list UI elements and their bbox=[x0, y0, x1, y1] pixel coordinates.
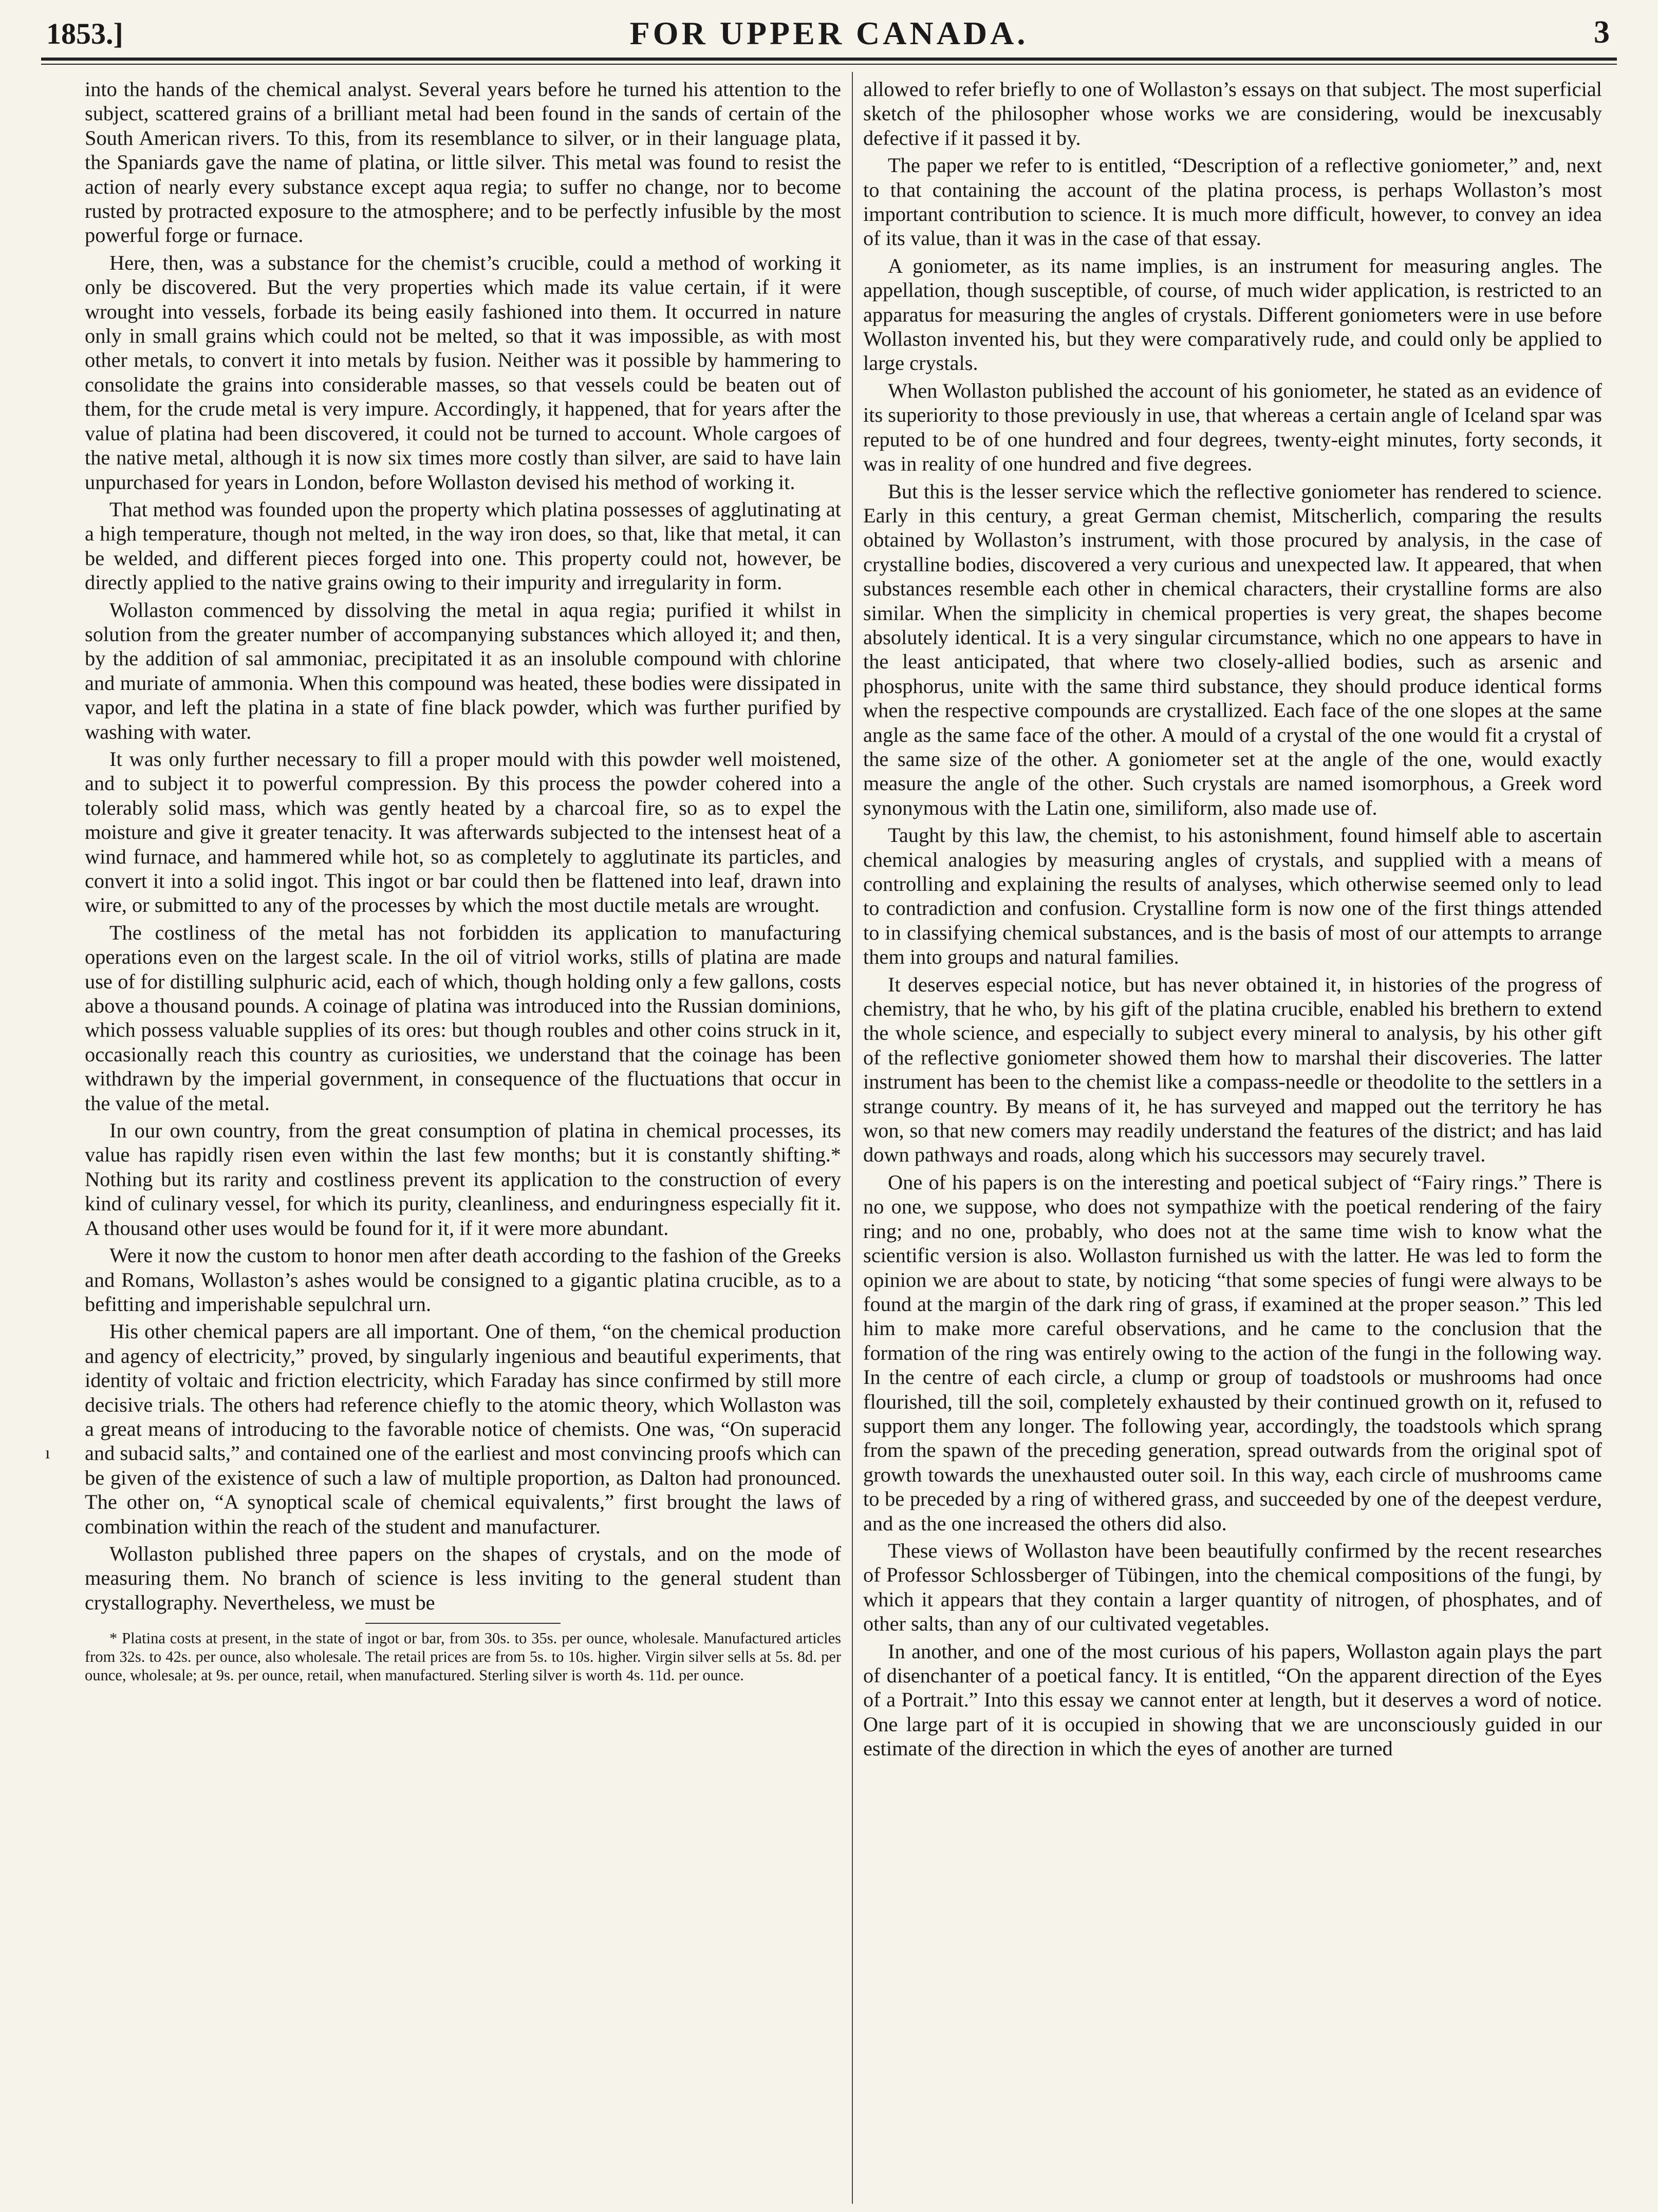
paragraph: His other chemical papers are all important. One of them, “on the chemical production and agency of electricity,” proved, by singularly ingenious and beautiful experiments, that identity of voltaic and friction electricity, which Faraday has since confirmed by still more decisive trials. The others had reference chiefly to the atomic theory, which Wollaston was a great means of introducing to the favorable notice of chemists. One was, “On superacid and subacid salts,” and contained one of the earliest and most convincing proofs which can be given of the existence of such a law of multiple proportion, as Dalton had pronounced. The other on, “A synoptical scale of chemical equivalents,” first brought the laws of combination within the reach of the student and manufacturer. bbox=[85, 1320, 841, 1538]
header-rule-thin bbox=[41, 64, 1617, 65]
paragraph: These views of Wollaston have been beautifully confirmed by the recent researches of Professor Schlossberger of Tübingen, into the chemical compositions of the fungi, by which it appears that they contain a larger quantity of nitrogen, of phosphates, and of other salts, than any of our cultivated vegetables. bbox=[863, 1539, 1602, 1636]
paragraph: One of his papers is on the interesting and poetical subject of “Fairy rings.” There is no one, we suppose, who does not sympathize with the poetical rendering of the fairy ring; and no one, probably, who does not at the same time wish to know what the scientific version is also. Wollaston furnished us with the latter. He was led to form the opinion we are about to state, by noticing “that some species of fungi were always to be found at the margin of the dark ring of grass, if examined at the proper season.” This led him to make more careful observations, and he came to the conclusion that the formation of the ring was entirely owing to the action of the fungi in the following way. In the centre of each circle, a clump or group of toadstools or mushrooms had once flourished, till the soil, completely exhausted by their continued growth on it, refused to support them any longer. The following year, accordingly, the toadstools which sprang from the spawn of the preceding generation, spread outwards from the original spot of growth towards the unexhausted outer soil. In this way, each circle of mushrooms came to be preceded by a ring of withered grass, and succeeded by one of the deepest verdure, and as the one increased the others did also. bbox=[863, 1170, 1602, 1535]
page-number: 3 bbox=[1594, 15, 1610, 50]
paragraph: It was only further necessary to fill a proper mould with this powder well moistened, and to subject it to powerful compression. By this process the powder cohered into a tolerably solid mass, which was gently heated by a charcoal fire, so as to expel the moisture and give it greater tenacity. It was afterwards subjected to the intensest heat of a wind furnace, and hammered while hot, so as completely to agglutinate its particles, and convert it into a solid ingot. This ingot or bar could then be flattened into leaf, drawn into wire, or submitted to any of the processes by which the most ductile metals are wrought. bbox=[85, 747, 841, 917]
paragraph: In our own country, from the great consumption of platina in chemical processes, its value has rapidly risen even within the last few months; but it is constantly shifting.* Nothing but its rarity and costliness prevent its application to the construction of every kind of culinary vessel, for which its purity, cleanliness, and enduringness especially fit it. A thousand other uses would be found for it, if it were more abundant. bbox=[85, 1119, 841, 1240]
paragraph: allowed to refer briefly to one of Wollaston’s essays on that subject. The most superficial sketch of the philosopher whose works we are considering, would be inexcusably defective if it passed it by. bbox=[863, 78, 1602, 149]
margin-mark: ı bbox=[45, 1444, 50, 1463]
left-column bbox=[85, 77, 841, 2194]
header-rule-thick bbox=[41, 58, 1617, 61]
right-column bbox=[863, 77, 1602, 2194]
paragraph: It deserves especial notice, but has never obtained it, in histories of the progress of chemistry, that he who, by his gift of the platina crucible, enabled his brethern to extend the whole science, and especially to subject every mineral to analysis, by his other gift of the reflective goniometer showed them how to marshal their discoveries. The latter instrument has been to the chemist like a compass-needle or theodolite to the settlers in a strange country. By means of it, he has surveyed and mapped out the territory he has won, so that new comers may readily understand the features of the district; and has laid down pathways and roads, along which his successors may securely travel. bbox=[863, 972, 1602, 1167]
paragraph: Wollaston commenced by dissolving the metal in aqua regia; purified it whilst in solution from the greater number of accompanying substances which alloyed it; and then, by the addition of sal ammoniac, precipitated it as an insoluble compound with chlorine and muriate of ammonia. When this compound was heated, these bodies were dissipated in vapor, and left the platina in a state of fine black powder, which was further purified by washing with water. bbox=[85, 598, 841, 743]
paragraph: A goniometer, as its name implies, is an instrument for measuring angles. The appellation, though susceptible, of course, of much wider application, is restricted to an apparatus for measuring the angles of crystals. Different goniometers were in use before Wollaston invented his, but they were comparatively rude, and could only be applied to large crystals. bbox=[863, 254, 1602, 375]
paragraph: Wollaston published three papers on the shapes of crystals, and on the mode of measuring them. No branch of science is less inviting to the general student than crystallography. Nevertheless, we must be bbox=[85, 1542, 841, 1614]
footnote: * Platina costs at present, in the state of ingot or bar, from 30s. to 35s. per ounce, wholesale. Manufactured articles from 32s. to 42s. per ounce, also wholesale. The retail prices are from 5s. to 10s. higher. Virgin silver sells at 5s. 8d. per ounce, wholesale; at 9s. per ounce, retail, when manufactured. Sterling silver is worth 4s. 11d. per ounce. bbox=[85, 1629, 841, 1684]
running-title: FOR UPPER CANADA. bbox=[629, 15, 1029, 51]
paragraph: In another, and one of the most curious of his papers, Wollaston again plays the part of disenchanter of a poetical fancy. It is entitled, “On the apparent direction of the Eyes of a Portrait.” Into this essay we cannot enter at length, but it deserves a word of notice. One large part of it is occupied in showing that we are unconsciously guided in our estimate of the direction in which the eyes of another are turned bbox=[863, 1639, 1602, 1760]
paragraph: Were it now the custom to honor men after death according to the fashion of the Greeks and Romans, Wollaston’s ashes would be consigned to a gigantic platina crucible, as to a befitting and imperishable sepulchral urn. bbox=[85, 1244, 841, 1316]
paragraph: But this is the lesser service which the reflective goniometer has rendered to science. Early in this century, a great German chemist, Mitscherlich, comparing the results obtained by Wollaston’s instrument, with those procured by analysis, in the case of crystalline bodies, discovered a very curious and unexpected law. It appeared, that when substances resemble each other in chemical characters, their crystalline forms are also similar. When the simplicity in chemical properties is very great, the shapes become absolutely identical. It is a very singular circumstance, which no one appears to have in the least anticipated, that where two closely-allied bodies, such as arsenic and phosphorus, unite with the same third substance, they should produce identical forms when the respective compounds are crystallized. Each face of the one slopes at the same angle as the same face of the other. A mould of a crystal of the one would fit a crystal of the same size of the other. A goniometer set at the angle of the one, would exactly measure the angle of the other. Such crystals are named isomorphous, a Greek word synonymous with the Latin one, similiform, also made use of. bbox=[863, 479, 1602, 819]
paragraph: When Wollaston published the account of his goniometer, he stated as an evidence of its superiority to those previously in use, that whereas a certain angle of Iceland spar was reputed to be of one hundred and four degrees, twenty-eight minutes, forty seconds, it was in reality of one hundred and five degrees. bbox=[863, 379, 1602, 476]
paragraph: The paper we refer to is entitled, “Description of a reflective goniometer,” and, next to that containing the account of the platina process, is perhaps Wollaston’s most important contribution to science. It is much more difficult, however, to convey an idea of its value, than it was in the case of that essay. bbox=[863, 154, 1602, 250]
column-divider bbox=[852, 72, 853, 2204]
paragraph: That method was founded upon the property which platina possesses of agglutinating at a high temperature, though not melted, in the way iron does, so that, like that metal, it can be welded, and different pieces forged into one. This property could not, however, be directly applied to the native grains owing to their impurity and irregularity in form. bbox=[85, 497, 841, 594]
paragraph: Here, then, was a substance for the chemist’s crucible, could a method of working it only be discovered. But the very properties which made its value certain, if it were wrought into vessels, forbade its being easily fashioned into them. It occurred in nature only in small grains which could not be melted, so that it was impossible, as with most other metals, to convert it into metals by fusion. Neither was it possible by hammering to consolidate the grains into considerable masses, so that vessels could be beaten out of them, for the crude metal is very impure. Accordingly, it happened, that for years after the value of platina had been discovered, it could not be turned to account. Whole cargoes of the native metal, although it is now six times more costly than silver, are said to have lain unpurchased for years in London, before Wollaston devised his method of working it. bbox=[85, 251, 841, 494]
header-year: 1853.] bbox=[46, 17, 123, 50]
footnote-rule bbox=[365, 1623, 561, 1624]
paragraph: The costliness of the metal has not forbidden its application to manufacturing operations even on the largest scale. In the oil of vitriol works, stills of platina are made use of for distilling sulphuric acid, each of which, though holding only a few gallons, costs above a thousand pounds. A coinage of platina was introduced into the Russian dominions, which possess valuable supplies of its ores: but though roubles and other coins struck in it, occasionally reach this country as curiosities, we understand that the coinage has been withdrawn by the imperial government, in consequence of the fluctuations that occur in the value of the metal. bbox=[85, 921, 841, 1115]
page-header bbox=[41, 12, 1617, 58]
paragraph: Taught by this law, the chemist, to his astonishment, found himself able to ascertain chemical analogies by measuring angles of crystals, and supplied with a means of controlling and explaining the results of analyses, which otherwise seemed only to lead to contradiction and confusion. Crystalline form is now one of the first things attended to in classifying chemical substances, and is the basis of most of our attempts to arrange them into groups and natural families. bbox=[863, 823, 1602, 969]
paragraph: into the hands of the chemical analyst. Several years before he turned his attention to the subject, scattered grains of a brilliant metal had been found in the sands of certain of the South American rivers. To this, from its resemblance to silver, or in their language plata, the Spaniards gave the name of platina, or little silver. This metal was found to resist the action of nearly every substance except aqua regia; to suffer no change, nor to become rusted by protracted exposure to the atmosphere; and to be perfectly infusible by the most powerful forge or furnace. bbox=[85, 78, 841, 247]
